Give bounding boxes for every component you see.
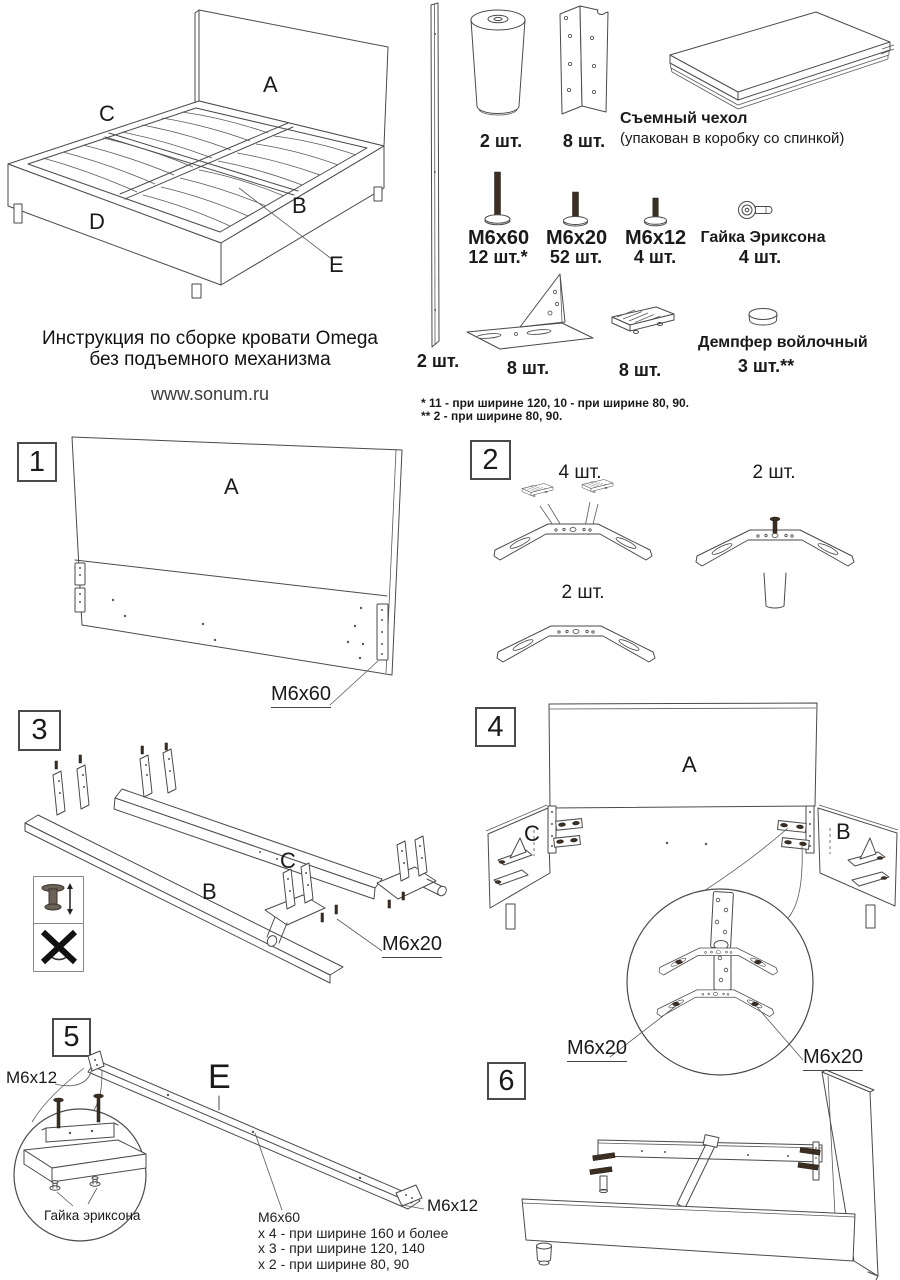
step5-note-line1: х 4 - при ширине 160 и более xyxy=(258,1224,449,1241)
step2-qty-bottom: 2 шт. xyxy=(561,582,605,603)
bolt-m6x20-qty: 52 шт. xyxy=(549,247,603,267)
step4-label-c: C xyxy=(524,821,540,846)
felt-damper-name: Демпфер войлочный xyxy=(698,334,868,351)
warning-box-no-drag xyxy=(33,923,84,972)
overview-label-d: D xyxy=(89,209,105,234)
step4-label-b: B xyxy=(836,819,851,844)
step5-note-line2: х 3 - при ширине 120, 140 xyxy=(258,1240,425,1256)
step5-nut-label: Гайка эриксона xyxy=(44,1208,141,1223)
page-title-line1: Инструкция по сборке кровати Omega xyxy=(42,328,378,349)
step-4-number: 4 xyxy=(475,707,516,747)
felt-damper-qty: 3 шт.** xyxy=(737,356,795,376)
cover-note: (упакован в коробку со спинкой) xyxy=(620,130,845,147)
step1-label-a: A xyxy=(224,474,239,499)
step5-label-e: E xyxy=(208,1058,231,1096)
cover-name: Съемный чехол xyxy=(620,110,748,127)
bolt-m6x60-qty: 12 шт.* xyxy=(468,247,528,267)
erikson-nut-name: Гайка Эриксона xyxy=(700,229,826,246)
step4-label-a: A xyxy=(682,752,697,777)
bolt-m6x20-icon xyxy=(560,190,591,228)
overview-label-e: E xyxy=(329,252,344,277)
step-2-drawing xyxy=(460,478,900,683)
step-6-drawing xyxy=(480,1050,900,1280)
step-3-number: 3 xyxy=(18,710,61,751)
m6x60-note-leader xyxy=(255,1133,282,1210)
step1-screw-label: M6x60 xyxy=(271,683,331,708)
step2-qty-top-left: 4 шт. xyxy=(558,462,602,483)
metal-strip-part-drawing xyxy=(424,2,444,350)
step3-label-c: C xyxy=(280,848,296,873)
footnote-2: ** 2 - при ширине 80, 90. xyxy=(421,409,563,423)
overview-label-b: B xyxy=(292,193,307,218)
bolt-m6x20-name: М6х20 xyxy=(546,227,608,249)
step2-qty-top-right: 2 шт. xyxy=(752,462,796,483)
page-title xyxy=(0,328,420,370)
step-6-number: 6 xyxy=(487,1062,526,1100)
step3-label-b: B xyxy=(202,879,217,904)
strip-qty: 2 шт. xyxy=(416,351,460,371)
felt-damper-icon xyxy=(746,306,782,330)
step5-note-line3: х 2 - при ширине 80, 90 xyxy=(258,1255,410,1272)
m6x20-leader-line xyxy=(337,919,382,951)
step5-note-title: М6х60 xyxy=(258,1209,301,1225)
step5-screw-label-right: M6x12 xyxy=(427,1196,479,1215)
cover-part-drawing xyxy=(658,8,898,120)
leg-qty: 2 шт. xyxy=(479,131,523,151)
slat-holder-qty: 8 шт. xyxy=(618,360,662,380)
bolt-m6x12-icon xyxy=(641,196,670,228)
angle-bracket-part-drawing xyxy=(554,2,612,124)
step4-screw-label-left: M6x20 xyxy=(567,1037,627,1062)
corner-bracket-qty: 8 шт. xyxy=(506,358,550,378)
footnote-1: * 11 - при ширине 120, 10 - при ширине 80, 90. xyxy=(421,396,690,410)
erikson-nut-icon xyxy=(736,198,780,222)
bolt-m6x60-icon xyxy=(482,170,513,228)
bed-overview-drawing xyxy=(0,0,420,330)
corner-bracket-part-drawing xyxy=(464,270,596,354)
website-url: www.sonum.ru xyxy=(150,384,270,404)
step-1-drawing xyxy=(55,428,415,710)
step-5-number: 5 xyxy=(52,1018,91,1057)
bolt-m6x12-name: М6х12 xyxy=(625,227,687,249)
step-1-number: 1 xyxy=(17,442,57,482)
step2-leg xyxy=(764,573,786,608)
step5-note xyxy=(258,1210,448,1272)
warning-box-adjust-foot xyxy=(33,876,84,925)
step-2-number: 2 xyxy=(470,440,511,480)
adjustable-foot-icon xyxy=(37,881,81,921)
leg-part-drawing xyxy=(468,6,532,128)
angle-qty: 8 шт. xyxy=(562,131,606,151)
overview-label-a: A xyxy=(263,72,278,97)
erikson-nut-qty: 4 шт. xyxy=(738,247,782,267)
bolt-m6x12-qty: 4 шт. xyxy=(633,247,677,267)
overview-label-c: C xyxy=(99,101,115,126)
page-title-line2: без подъемного механизма xyxy=(89,349,331,370)
step4-screw-label-right: M6x20 xyxy=(803,1046,863,1071)
bolt-m6x60-name: М6х60 xyxy=(468,227,530,249)
step3-screw-label: M6x20 xyxy=(382,933,442,958)
step5-screw-label-top: M6x12 xyxy=(6,1068,58,1087)
no-drag-icon xyxy=(37,928,81,968)
slat-holder-part-drawing xyxy=(604,304,678,348)
